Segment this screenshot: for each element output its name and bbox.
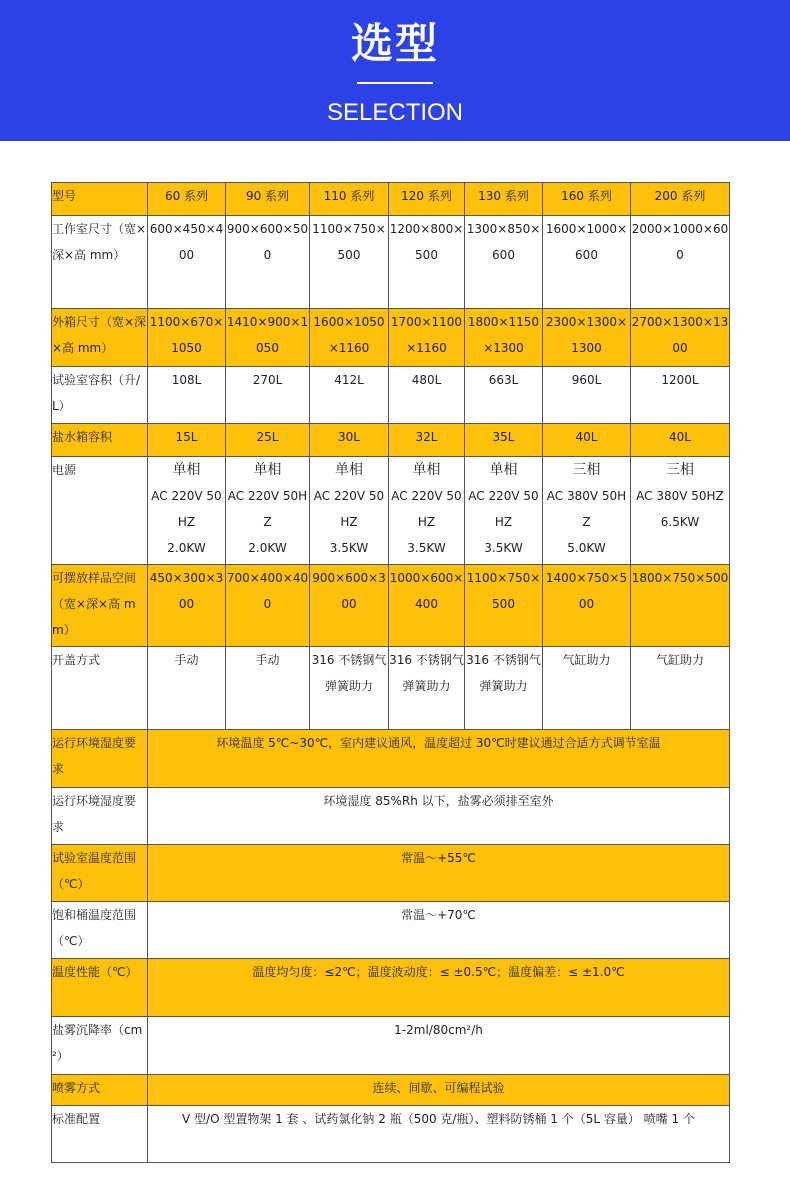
- voltage-text: AC 220V 50HZ: [227, 489, 308, 529]
- table-cell: 1300×850×600: [465, 216, 543, 309]
- table-cell: 35L: [465, 424, 543, 457]
- table-row: [52, 367, 730, 424]
- table-row: [52, 216, 730, 309]
- table-cell: 900×600×500: [226, 216, 310, 309]
- row-label: 标准配置: [52, 1106, 148, 1163]
- merged-cell: 常温～+55℃: [148, 845, 730, 902]
- power-text: 3.5KW: [484, 541, 523, 555]
- table-row: [52, 788, 730, 845]
- table-row: [52, 730, 730, 788]
- table-cell: 480L: [389, 367, 465, 424]
- table-cell: 1800×1150×1300: [465, 309, 543, 367]
- phase-text: 单相: [172, 462, 201, 478]
- table-cell: 1100×750×500: [310, 216, 389, 309]
- table-row: [52, 424, 730, 457]
- row-label: 可摆放样品空间（宽×深×高 mm）: [52, 565, 148, 647]
- row-label: 开盖方式: [52, 647, 148, 730]
- table-row: [52, 309, 730, 367]
- table-header-row: [52, 183, 730, 216]
- voltage-text: AC 220V 50HZ: [151, 489, 222, 529]
- table-cell: 700×400×400: [226, 565, 310, 647]
- table-cell: 900×600×300: [310, 565, 389, 647]
- table-cell: 1100×670×1050: [148, 309, 226, 367]
- merged-cell: 环境温度 5℃~30℃，室内建议通风，温度超过 30℃时建议通过合适方式调节室温: [148, 730, 730, 788]
- table-cell: 1200×800×500: [389, 216, 465, 309]
- header-cell: 200 系列: [631, 183, 730, 216]
- table-cell: 30L: [310, 424, 389, 457]
- table-row: [52, 647, 730, 730]
- table-row: [52, 1106, 730, 1163]
- table-row: [52, 959, 730, 1017]
- table-cell: 手动: [226, 647, 310, 730]
- table-cell: [310, 457, 389, 565]
- table-cell: 1000×600×400: [389, 565, 465, 647]
- row-label: 外箱尺寸（宽×深×高 mm）: [52, 309, 148, 367]
- table-cell: 1410×900×1050: [226, 309, 310, 367]
- table-cell: 1100×750×500: [465, 565, 543, 647]
- table-cell: 1700×1100×1160: [389, 309, 465, 367]
- merged-cell: V 型/O 型置物架 1 套 、试药氯化钠 2 瓶（500 克/瓶）、塑料防锈桶 1 个（5L 容量） 喷嘴 1 个: [148, 1106, 730, 1163]
- table-cell: 316 不锈钢气弹簧助力: [310, 647, 389, 730]
- row-label: 温度性能（℃）: [52, 959, 148, 1017]
- table-row: [52, 1017, 730, 1075]
- merged-cell: 环境湿度 85%Rh 以下，盐雾必须排至室外: [148, 788, 730, 845]
- table-cell: 270L: [226, 367, 310, 424]
- header-cell: 160 系列: [543, 183, 631, 216]
- table-cell: [465, 457, 543, 565]
- table-cell: [148, 457, 226, 565]
- table-cell: 2300×1300×1300: [543, 309, 631, 367]
- table-cell: 15L: [148, 424, 226, 457]
- table-cell: [226, 457, 310, 565]
- page-title: 选型: [350, 19, 439, 68]
- header-cell: 90 系列: [226, 183, 310, 216]
- table-cell: 1200L: [631, 367, 730, 424]
- voltage-text: AC 220V 50HZ: [468, 489, 539, 529]
- table-cell: 316 不锈钢气弹簧助力: [389, 647, 465, 730]
- merged-cell: 连续、间歇、可编程试验: [148, 1075, 730, 1106]
- phase-text: 单相: [335, 462, 363, 478]
- table-cell: 2700×1300×1300: [631, 309, 730, 367]
- table-cell: 450×300×300: [148, 565, 226, 647]
- table-row: [52, 845, 730, 902]
- voltage-text: AC 220V 50HZ: [391, 489, 462, 529]
- table-cell: 960L: [543, 367, 631, 424]
- table-cell: [389, 457, 465, 565]
- merged-cell: 温度均匀度：≤2℃；温度波动度：≤ ±0.5℃；温度偏差：≤ ±1.0℃: [148, 959, 730, 1017]
- table-cell: 40L: [631, 424, 730, 457]
- row-label: 电源: [52, 457, 148, 565]
- merged-cell: 常温～+70℃: [148, 902, 730, 959]
- table-cell: 气缸助力: [543, 647, 631, 730]
- phase-text: 三相: [666, 462, 694, 478]
- row-label: 饱和桶温度范围（℃）: [52, 902, 148, 959]
- table-cell: 1600×1000×600: [543, 216, 631, 309]
- header-cell: 120 系列: [389, 183, 465, 216]
- page-subtitle: SELECTION: [326, 99, 464, 126]
- table-row: [52, 1075, 730, 1106]
- table-cell: 32L: [389, 424, 465, 457]
- voltage-text: AC 380V 50HZ: [636, 489, 724, 503]
- row-label: 运行环境湿度要求: [52, 730, 148, 788]
- row-label: 喷雾方式: [52, 1075, 148, 1106]
- power-text: 6.5KW: [660, 515, 700, 529]
- voltage-text: AC 380V 50HZ: [546, 489, 627, 529]
- spec-table: [51, 182, 730, 1163]
- row-label: 工作室尺寸（宽×深×高 mm）: [52, 216, 148, 309]
- power-text: 2.0KW: [167, 541, 206, 555]
- table-cell: 手动: [148, 647, 226, 730]
- row-label: 运行环境湿度要求: [52, 788, 148, 845]
- header-cell: 110 系列: [310, 183, 389, 216]
- table-cell: 663L: [465, 367, 543, 424]
- power-text: 3.5KW: [407, 541, 446, 555]
- table-cell: 25L: [226, 424, 310, 457]
- phase-text: 单相: [253, 462, 282, 478]
- phase-text: 单相: [489, 462, 518, 478]
- table-cell: 600×450×400: [148, 216, 226, 309]
- table-cell: [543, 457, 631, 565]
- table-cell: 1800×750×500: [631, 565, 730, 647]
- header-cell: 130 系列: [465, 183, 543, 216]
- table-cell: 316 不锈钢气弹簧助力: [465, 647, 543, 730]
- title-underline: [357, 82, 433, 84]
- row-label: 盐雾沉降率（cm²）: [52, 1017, 148, 1075]
- header-cell: 型号: [52, 183, 148, 216]
- table-row: [52, 902, 730, 959]
- table-cell: 40L: [543, 424, 631, 457]
- table-cell: 气缸助力: [631, 647, 730, 730]
- header-cell: 60 系列: [148, 183, 226, 216]
- header-banner: [0, 0, 790, 141]
- table-cell: 108L: [148, 367, 226, 424]
- power-text: 3.5KW: [329, 541, 369, 555]
- phase-text: 单相: [412, 462, 441, 478]
- row-label: 盐水箱容积: [52, 424, 148, 457]
- table-cell: 412L: [310, 367, 389, 424]
- table-row: [52, 457, 730, 565]
- table-row: [52, 565, 730, 647]
- voltage-text: AC 220V 50HZ: [313, 489, 385, 529]
- row-label: 试验室容积（升/L）: [52, 367, 148, 424]
- table-cell: [631, 457, 730, 565]
- row-label: 试验室温度范围（℃）: [52, 845, 148, 902]
- merged-cell: 1-2ml/80cm²/h: [148, 1017, 730, 1075]
- phase-text: 三相: [572, 462, 601, 478]
- power-text: 2.0KW: [248, 541, 287, 555]
- power-text: 5.0KW: [567, 541, 606, 555]
- table-cell: 1600×1050×1160: [310, 309, 389, 367]
- table-cell: 1400×750×500: [543, 565, 631, 647]
- table-cell: 2000×1000×600: [631, 216, 730, 309]
